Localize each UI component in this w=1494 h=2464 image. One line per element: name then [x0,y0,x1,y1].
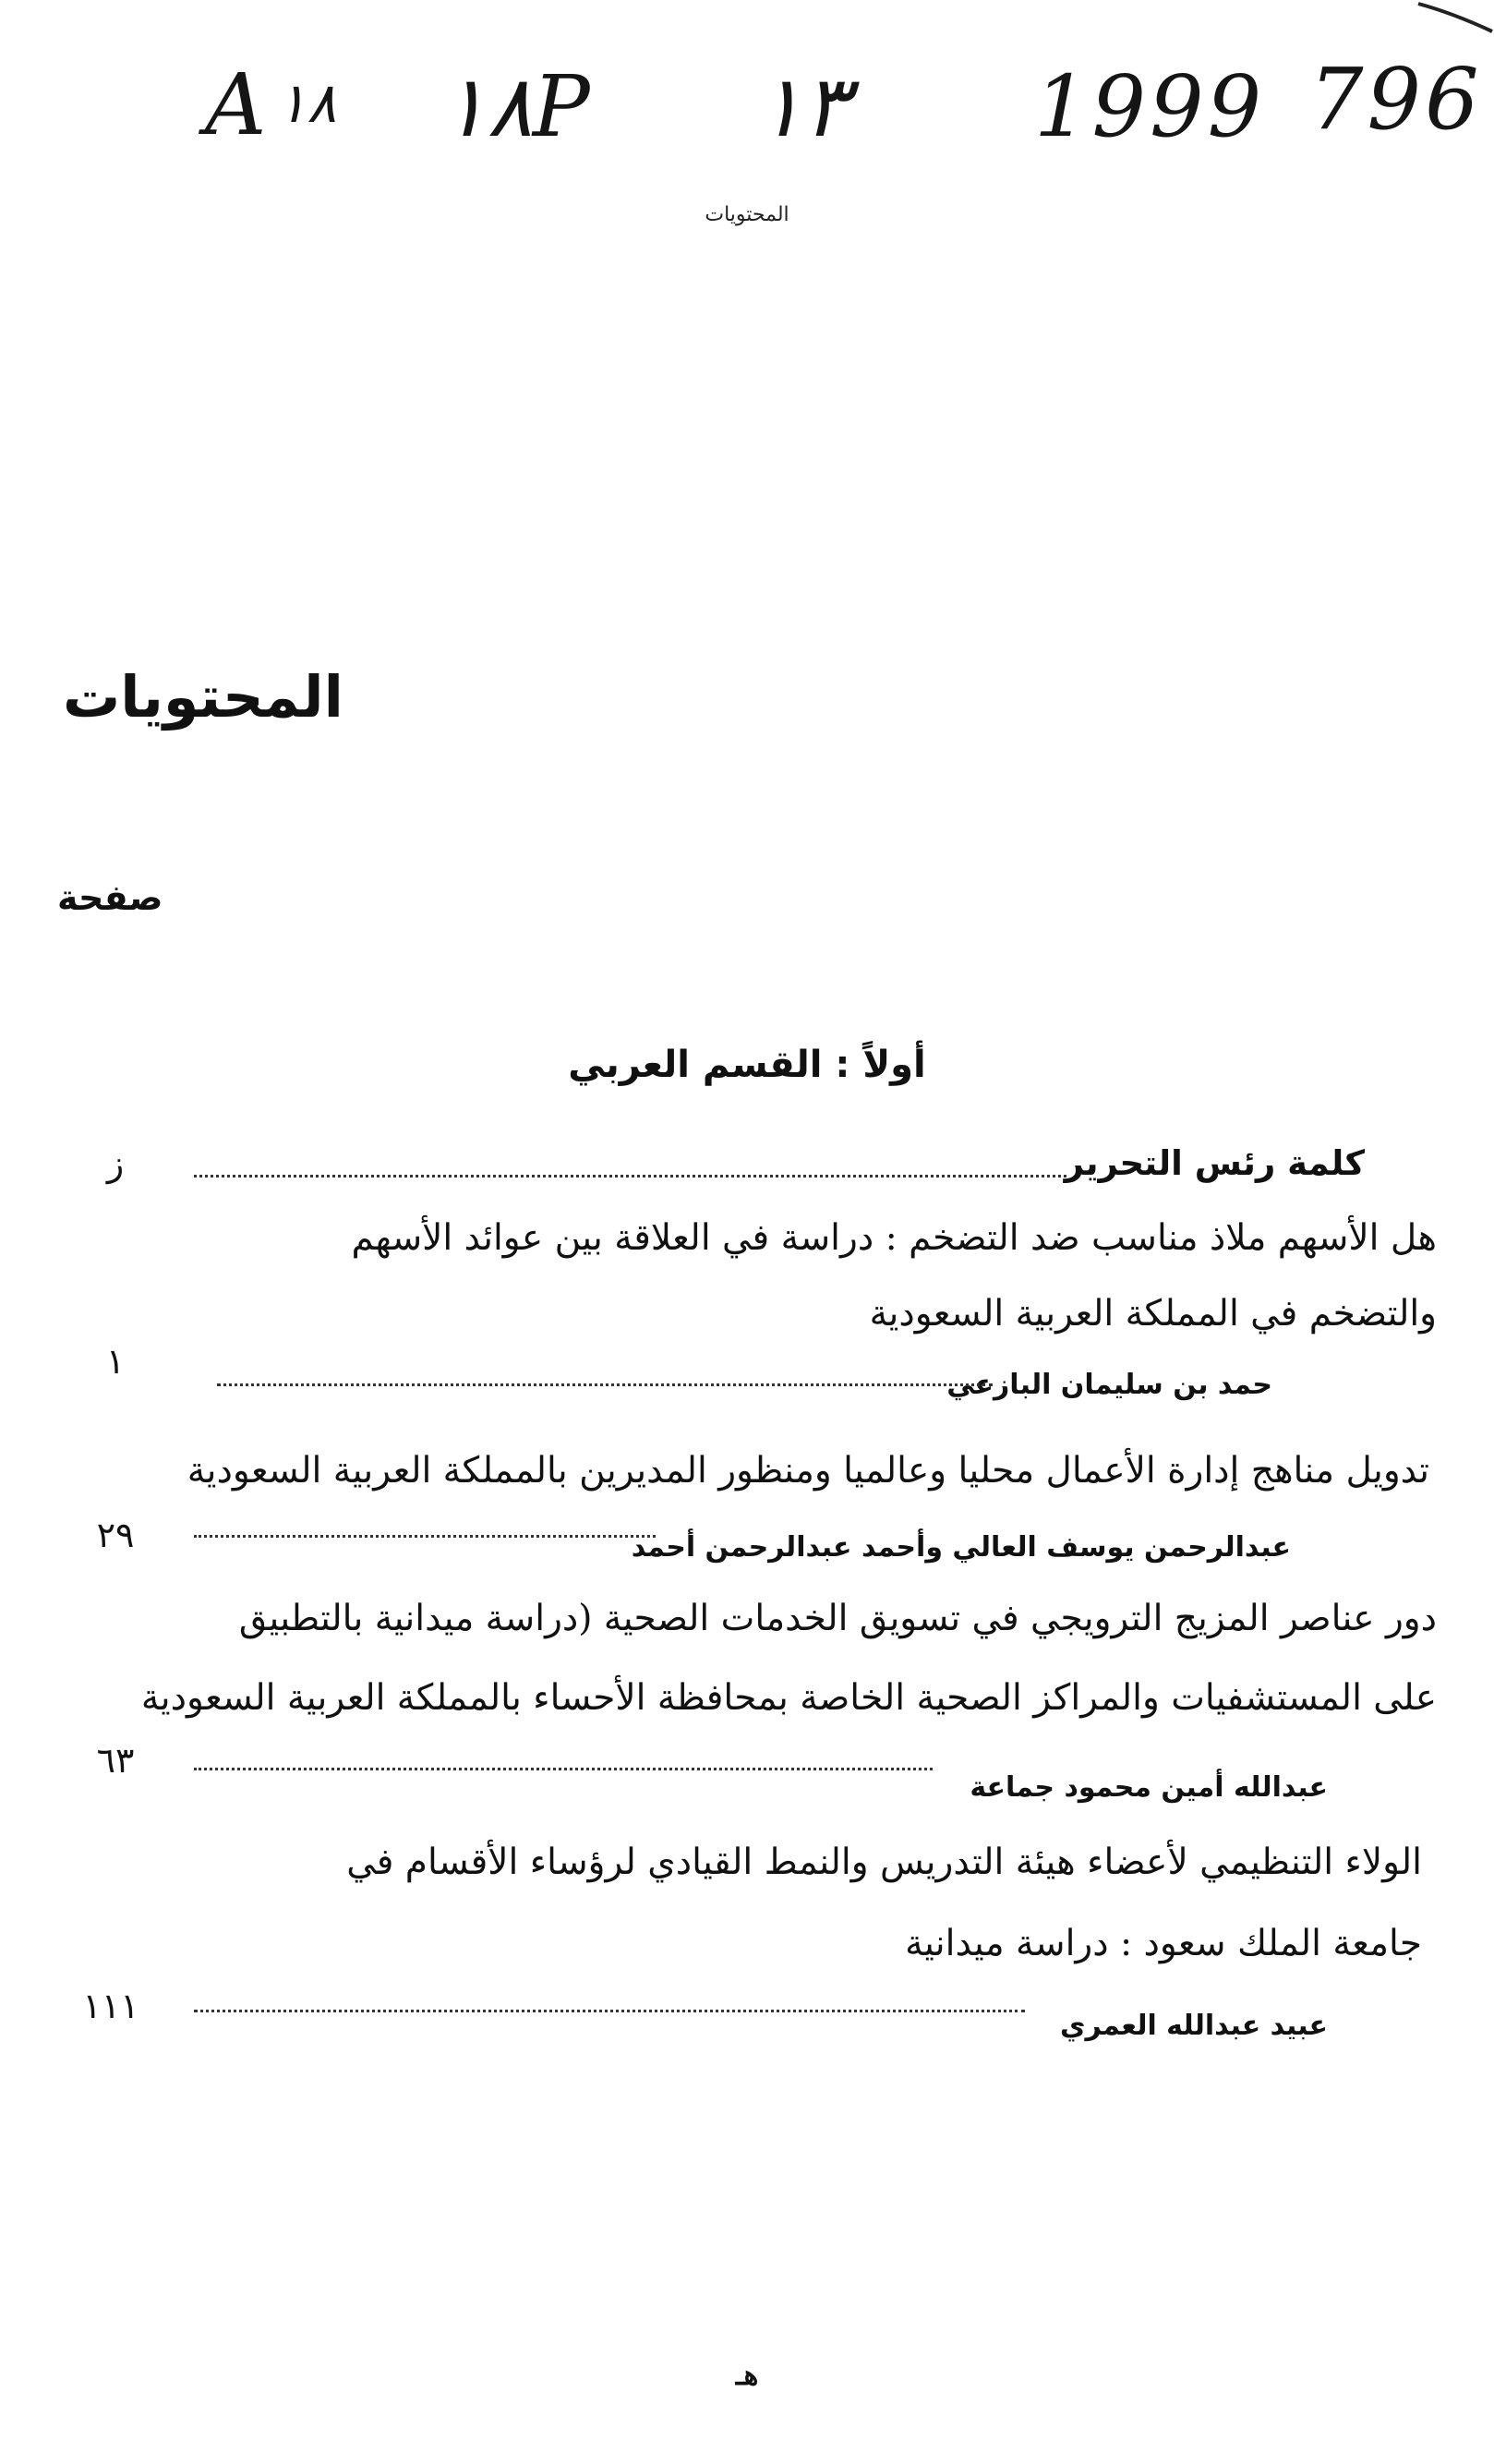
handwritten-annotation [0,44,1494,174]
page-column-label: صفحة [57,877,163,918]
handwritten-part: ١٨P [441,57,594,156]
toc-leader-dots [217,1383,993,1386]
toc-author: عبيد عبدالله العمري [1059,2010,1328,2042]
toc-leader-dots [194,1535,656,1538]
toc-page-number: ١١١ [82,1986,139,2026]
toc-leader-dots [194,2010,1025,2012]
page-title: المحتويات [63,663,343,731]
toc-author: عبدالله أمين محمود جماعة [970,1771,1328,1804]
toc-author: عبدالرحمن يوسف العالي وأحمد عبدالرحمن أحمد [631,1531,1291,1564]
page-folio: هـ [735,2360,759,2392]
article-title-line: جامعة الملك سعود : دراسة ميدانية [905,1923,1422,1964]
toc-entry-author-row [0,1740,1494,1816]
article-title-line: تدويل مناهج إدارة الأعمال محليا وعالميا ومنظور المديرين بالمملكة العربية السعودية [187,1450,1429,1492]
toc-entry-author-row [0,1515,1494,1576]
article-title-line: على المستشفيات والمراكز الصحية الخاصة بمحافظة الأحساء بالمملكة العربية السعودية [140,1677,1437,1719]
toc-author: حمد بن سليمان البازعي [946,1369,1272,1401]
handwritten-part: 796 [1309,50,1483,149]
article-title-line: والتضخم في المملكة العربية السعودية [869,1293,1437,1335]
handwritten-part: A [205,55,271,154]
toc-entry-label: كلمة رئس التحرير [1064,1143,1365,1183]
toc-page-number: ٢٩ [96,1515,135,1555]
handwritten-part: 1999 [1034,57,1266,156]
toc-page-number: ١ [105,1341,126,1382]
toc-page-number: ٦٣ [96,1740,135,1781]
toc-entry-author-row [0,1986,1494,2054]
handwritten-part: ١٨ [277,71,337,136]
toc-page-number: ز [106,1143,125,1184]
running-head: المحتويات [705,203,789,226]
article-title-line: الولاء التنظيمي لأعضاء هيئة التدريس والنمط القيادي لرؤساء الأقسام في [346,1842,1422,1883]
toc-leader-dots [194,1768,933,1770]
section-heading: أولاً : القسم العربي [568,1044,926,1086]
toc-entry-author-row [0,1341,1494,1413]
handwritten-part: ١٣ [757,57,849,156]
corner-pen-mark [1411,0,1494,37]
article-title-line: هل الأسهم ملاذ مناسب ضد التضخم : دراسة في العلاقة بين عوائد الأسهم [351,1217,1437,1259]
toc-leader-dots [194,1175,1066,1178]
toc-entry-editor-word [0,1136,1494,1191]
article-title-line: دور عناصر المزيج الترويجي في تسويق الخدمات الصحية (دراسة ميدانية بالتطبيق [238,1598,1437,1639]
